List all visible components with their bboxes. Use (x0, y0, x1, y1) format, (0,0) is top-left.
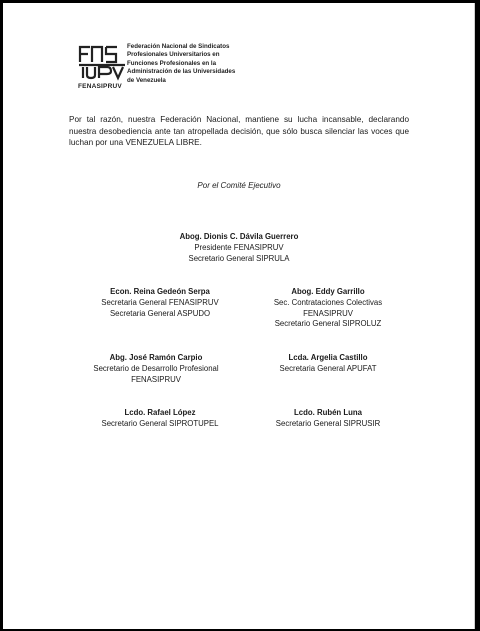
organization-name (127, 43, 267, 85)
signatory-name: Abog. Dionis C. Dávila Guerrero (179, 232, 299, 241)
body-paragraph: Por tal razón, nuestra Federación Nacional, mantiene su lucha incansable, declarando nuestra desobediencia ante tan atropellada decisión, que sólo busca silenciar las voces que luchan por una VENEZUELA LIBRE. (69, 115, 409, 148)
signatory-title: Secretaria General ASPUDO (109, 308, 211, 318)
org-name-line: Funciones Profesionales en la (127, 59, 217, 67)
signatory-title: Secretaria General APUFAT (279, 363, 377, 373)
signatory-title: FENASIPRUV (303, 308, 353, 318)
signature-block (75, 287, 245, 319)
signature-block (255, 408, 401, 430)
signatory-name: Abog. Eddy Garrillo (291, 287, 365, 296)
signatory-title: Secretario General SIPRUSIR (275, 418, 381, 428)
fenasipruv-logo-icon (77, 41, 127, 81)
signatory-title: Secretaria General FENASIPRUV (101, 297, 219, 307)
document-page (3, 3, 475, 629)
org-name-line: de Venezuela (127, 76, 166, 84)
signatory-title: Secretario General SIPRULA (188, 253, 290, 263)
signatory-name: Econ. Reina Gedeón Serpa (110, 287, 210, 296)
signature-block (255, 287, 401, 330)
signature-block (71, 353, 241, 385)
signature-block (75, 408, 245, 430)
signatory-title: Sec. Contrataciones Colectivas (273, 297, 383, 307)
org-name-line: Federación Nacional de Sindicatos (127, 43, 230, 50)
committee-line: Por el Comité Ejecutivo (197, 181, 281, 190)
signature-block (255, 353, 401, 375)
signatory-name: Lcdo. Rafael López (124, 408, 196, 417)
signatory-title: Secretario General SIPROLUZ (274, 319, 382, 329)
org-name-line: Profesionales Universitarios en (127, 51, 220, 59)
signatory-title: Secretario de Desarrollo Profesional (93, 363, 219, 373)
signatory-title: Secretario General SIPROTUPEL (101, 418, 219, 428)
org-name-line: Administración de las Universidades (127, 68, 236, 76)
signature-block-president (3, 232, 475, 264)
signatory-name: Abg. José Ramón Carpio (109, 353, 203, 362)
logo-acronym: FENASIPRUV (78, 83, 122, 90)
signatory-title: FENASIPRUV (131, 374, 181, 384)
signatory-name: Lcdo. Rubén Luna (293, 408, 362, 417)
signatory-title: Presidente FENASIPRUV (194, 242, 284, 252)
signatory-name: Lcda. Argelia Castillo (288, 353, 368, 362)
